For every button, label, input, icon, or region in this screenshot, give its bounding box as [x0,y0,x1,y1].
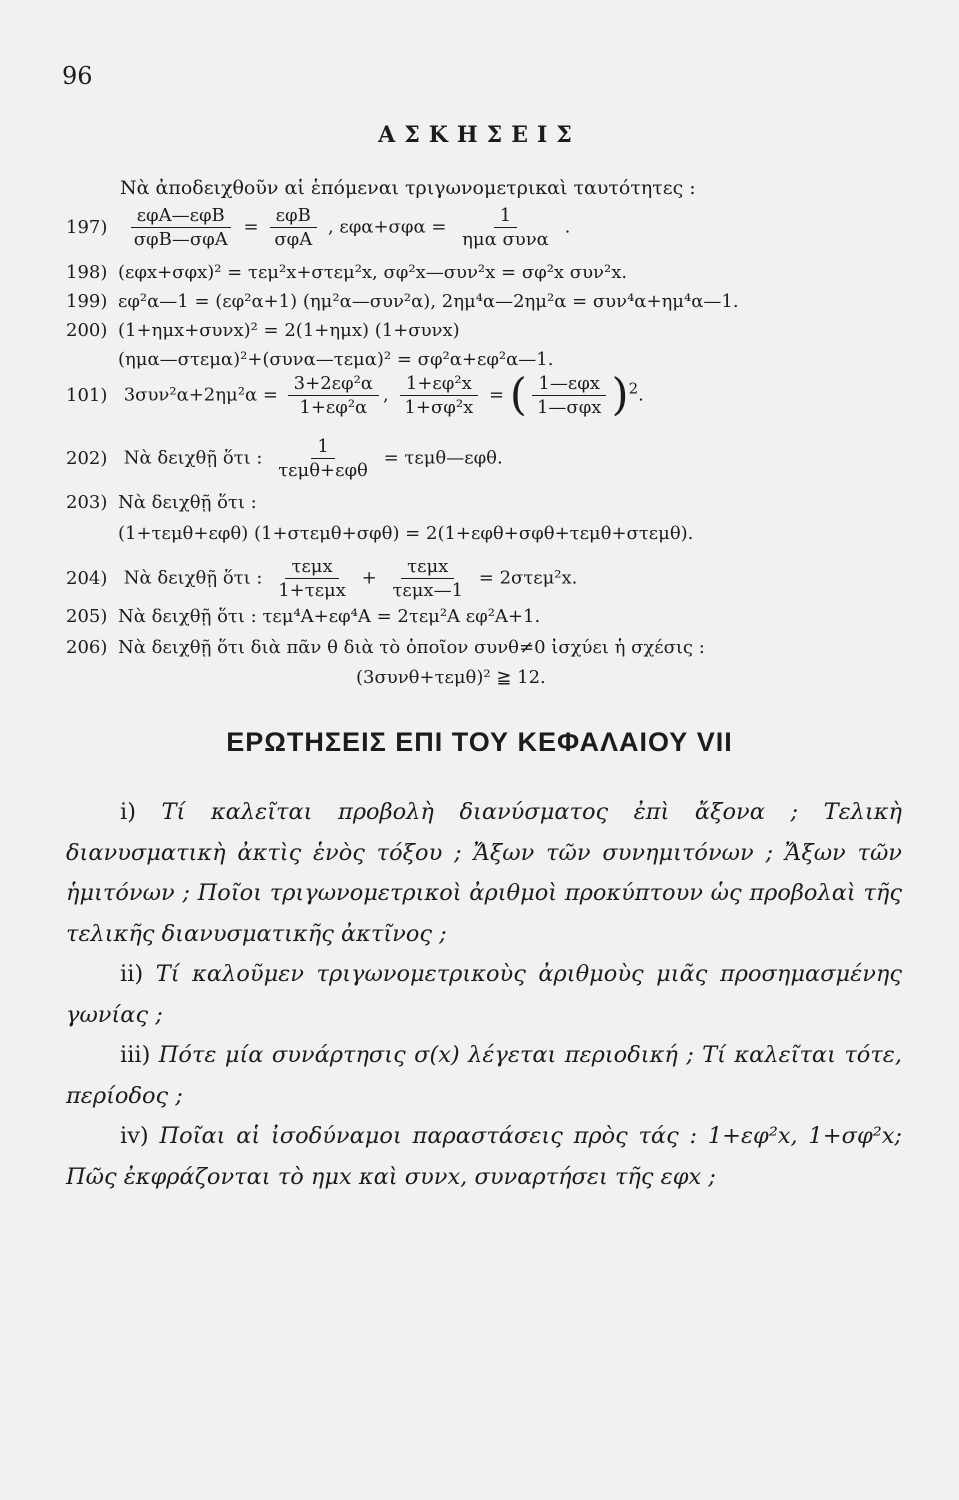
question-text: Πότε μία συνάρτησις σ(x) λέγεται περιοδική ; Τί καλεῖται τότε, περίοδος ; [66,1042,902,1109]
exercise-number: 202) [66,447,108,469]
fraction: $\frac{\text{1—εφx}}{\text{1—σφx}}$ [531,373,608,418]
fraction: $\frac{\text{εφΒ}}{\text{σφΑ}}$ [268,205,318,250]
exercise-number: 200) [66,320,108,341]
questions-title: ΕΡΩΤΗΣΕΙΣ ΕΠΙ ΤΟΥ ΚΕΦΑΛΑΙΟΥ VII [226,727,733,757]
exercise-text: εφ²α—1 = (εφ²α+1) (ημ²α—συν²α), 2ημ⁴α—2ημ²α = συν⁴α+ημ⁴α—1. [118,291,739,312]
fraction: $\frac{\text{τεμx}}{\text{1+τεμx}}$ [278,556,346,601]
exercise-203-line2: (1+τεμθ+εφθ) (1+στεμθ+σφθ) = 2(1+εφθ+σφθ+τεμθ+στεμθ). [118,523,694,544]
question-label: i) [120,799,136,825]
exercise-101: 101) 3συν²α+2ημ²α = $\frac{\text{3+2εφ²α}}{\text{1+εφ²α}}$ , $\frac{\text{1+εφ²x}}{\text{1+σφ²x}}$ = ( $\frac{\text{1—εφx}}{\text{1—σφx}}$ )$^2$. [66,369,644,421]
question-3 [66,1035,902,1116]
exercise-198 [66,262,627,283]
fraction: $\frac{1}{\text{ημα συνα}}$ [462,205,549,250]
fraction: $\frac{\text{τεμx}}{\text{τεμx—1}}$ [392,556,464,601]
question-text: Ποῖαι αἱ ἰσοδύναμοι παραστάσεις πρὸς τάς : 1+εφ²x, 1+σφ²x; Πῶς ἐκφράζονται τὸ ημx καὶ συνx, συναρτήσει τῆς εφx ; [66,1123,902,1190]
exercises-title: ΑΣΚΗΣΕΙΣ [378,122,581,148]
exercise-number: 101) [66,384,108,406]
exercise-number: 199) [66,291,108,312]
question-label: iii) [120,1042,151,1068]
fraction: $\frac{\text{εφΑ—εφΒ}}{\text{σφΒ—σφΑ}}$ [128,205,234,250]
exercise-200 [66,320,460,341]
question-label: iv) [120,1123,149,1149]
exercise-206: 206) Νὰ δειχθῇ ὅτι διὰ πᾶν θ διὰ τὸ ὁποῖον συνθ≠0 ἰσχύει ἡ σχέσις : [66,637,705,658]
question-text: Τί καλεῖται προβολὴ διανύσματος ἐπὶ ἄξονα ; Τελικὴ διανυσματικὴ ἀκτὶς ἑνὸς τόξου ; Ἄξων τῶν συνημιτόνων ; Ἄξων τῶν ἡμιτόνων ; Ποῖοι τριγωνομετρικοὶ ἀριθμοὶ προκύπτουν ὡς προβολαὶ τῆς τελικῆς διανυσματικῆς ἀκτῖνος ; [66,799,902,947]
fraction: $\frac{\text{3+2εφ²α}}{\text{1+εφ²α}}$ [288,373,379,418]
fraction: $\frac{1}{\text{τεμθ+εφθ}}$ [278,436,368,481]
exercise-text: (1+ημx+συνx)² = 2(1+ημx) (1+συνx) [118,320,460,341]
exercise-number: 206) [66,637,108,658]
exercise-199 [66,291,739,312]
exercise-205: 205) Νὰ δειχθῇ ὅτι : τεμ⁴Α+εφ⁴Α = 2τεμ²Α εφ²Α+1. [66,606,541,627]
question-2 [66,954,902,1035]
exercise-number: 204) [66,567,108,589]
question-label: ii) [120,961,144,987]
fraction: $\frac{\text{1+εφ²x}}{\text{1+σφ²x}}$ [398,373,479,418]
page-number: 96 [62,62,93,90]
exercise-203: 203) Νὰ δειχθῇ ὅτι : [66,492,257,513]
exercise-204: 204) Νὰ δειχθῇ ὅτι : $\frac{\text{τεμx}}{\text{1+τεμx}}$ + $\frac{\text{τεμx}}{\text{τεμx—1}}$ = 2στεμ²x. [66,556,578,601]
exercise-200-line2: (ημα—στεμα)²+(συνα—τεμα)² = σφ²α+εφ²α—1. [118,349,554,370]
exercises-intro: Νὰ ἀποδειχθοῦν αἱ ἑπόμεναι τριγωνομετρικαὶ ταυτότητες : [120,177,696,199]
exercise-206-line2: (3συνθ+τεμθ)² ≧ 12. [356,667,546,688]
exercise-202: 202) Νὰ δειχθῇ ὅτι : $\frac{1}{\text{τεμθ+εφθ}}$ = τεμθ—εφθ. [66,436,503,481]
question-1 [66,792,902,954]
exercise-number: 198) [66,262,108,283]
exercise-number: 203) [66,492,108,513]
exercise-197: 197) $\frac{\text{εφΑ—εφΒ}}{\text{σφΒ—σφΑ}}$ = $\frac{\text{εφΒ}}{\text{σφΑ}}$ , εφα+σφα = $\frac{1}{\text{ημα συνα}}$ . [66,205,571,250]
exercise-number: 197) [66,216,108,238]
exercise-number: 205) [66,606,108,627]
question-4 [66,1116,902,1197]
exercise-text: (εφx+σφx)² = τεμ²x+στεμ²x, σφ²x—συν²x = σφ²x συν²x. [118,262,628,283]
question-text: Τί καλοῦμεν τριγωνομετρικοὺς ἀριθμοὺς μιᾶς προσημασμένης γωνίας ; [66,961,903,1028]
